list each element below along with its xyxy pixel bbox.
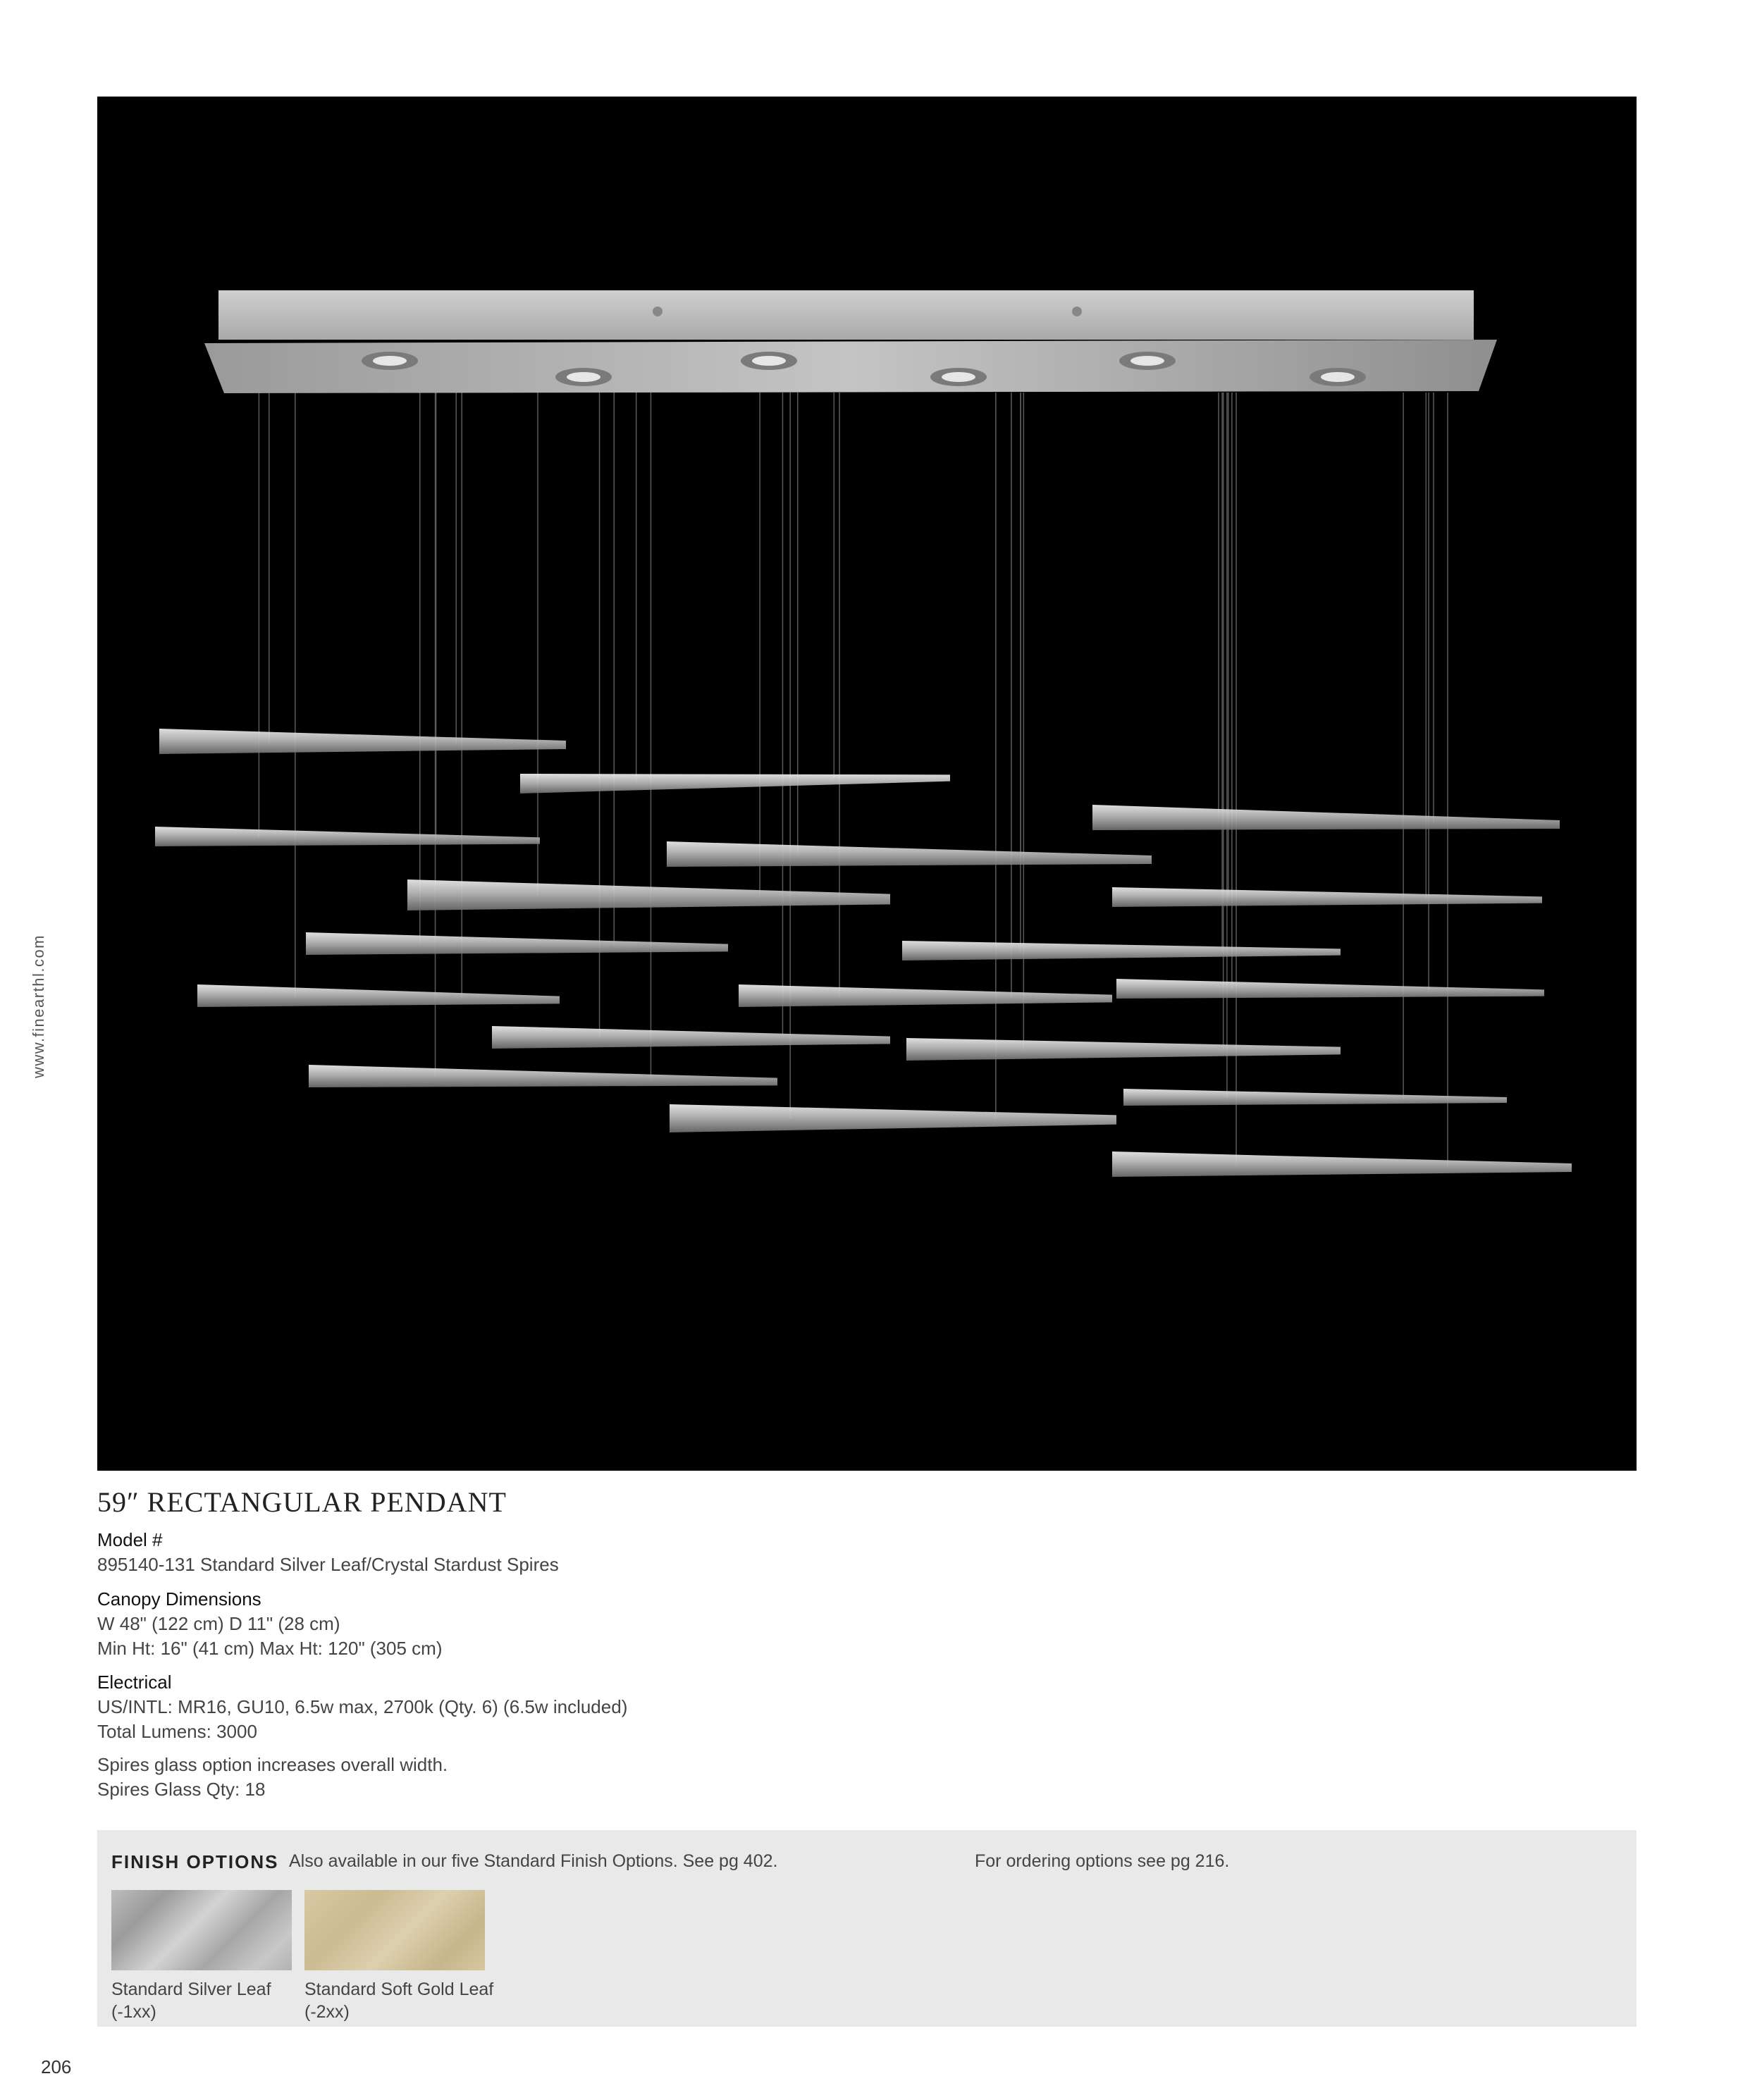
gold-leaf-swatch — [304, 1890, 485, 1970]
model-heading: Model # — [97, 1529, 163, 1550]
product-image — [97, 97, 1637, 1471]
silver-leaf-code: (-1xx) — [111, 2002, 156, 2022]
glass-spire — [197, 984, 560, 1007]
glass-spire — [670, 1104, 1116, 1132]
glass-spire — [306, 932, 728, 955]
canopy-heights: Min Ht: 16" (41 cm) Max Ht: 120" (305 cm) — [97, 1638, 443, 1659]
gold-leaf-code: (-2xx) — [304, 2002, 350, 2022]
glass-spires — [155, 729, 1572, 1177]
glass-spire — [159, 729, 566, 754]
spires-width-note: Spires glass option increases overall width. — [97, 1754, 448, 1775]
pendant-illustration — [97, 97, 1637, 1471]
glass-spire — [667, 841, 1152, 867]
glass-spire — [739, 984, 1112, 1007]
gold-leaf-name: Standard Soft Gold Leaf — [304, 1979, 494, 1999]
glass-spire — [155, 827, 540, 846]
spires-qty: Spires Glass Qty: 18 — [97, 1779, 266, 1800]
silver-leaf-name: Standard Silver Leaf — [111, 1979, 271, 1999]
electrical-heading: Electrical — [97, 1672, 172, 1693]
glass-spire — [1112, 1151, 1572, 1177]
model-section — [97, 1528, 559, 1577]
glass-spire — [1092, 805, 1560, 830]
website-url: www.finearthl.com — [30, 934, 47, 1078]
glass-spire — [520, 774, 950, 793]
downlight-lens — [1321, 372, 1355, 382]
canopy-section — [97, 1587, 442, 1661]
downlight-lens — [1130, 356, 1164, 366]
silver-leaf-swatch — [111, 1890, 292, 1970]
downlight-lens — [752, 356, 786, 366]
page-number: 206 — [41, 2056, 72, 2077]
spires-note — [97, 1753, 448, 1802]
glass-spire — [1116, 979, 1544, 999]
glass-spire — [902, 941, 1341, 961]
glass-spire — [492, 1026, 890, 1049]
canopy — [204, 290, 1497, 393]
ordering-options-note: For ordering options see pg 216. — [975, 1851, 1230, 1871]
glass-spire — [309, 1065, 777, 1087]
model-value: 895140-131 Standard Silver Leaf/Crystal Stardust Spires — [97, 1554, 559, 1575]
electrical-section — [97, 1670, 627, 1744]
electrical-spec: US/INTL: MR16, GU10, 6.5w max, 2700k (Qty. 6) (6.5w included) — [97, 1696, 628, 1717]
finish-options-note: Also available in our five Standard Finish Options. See pg 402. — [289, 1851, 778, 1871]
total-lumens: Total Lumens: 3000 — [97, 1721, 257, 1742]
finish-options-title: FINISH OPTIONS — [111, 1851, 279, 1872]
silver-leaf-label — [111, 1978, 271, 2023]
glass-spire — [1123, 1089, 1507, 1106]
canopy-dimensions: W 48" (122 cm) D 11" (28 cm) — [97, 1613, 340, 1634]
canopy-heading: Canopy Dimensions — [97, 1588, 261, 1610]
downlight-lens — [373, 356, 407, 366]
finish-options-panel — [97, 1830, 1637, 2027]
glass-spire — [906, 1038, 1341, 1061]
gold-leaf-label — [304, 1978, 493, 2023]
downlight-lens — [567, 372, 600, 382]
downlight-lens — [942, 372, 975, 382]
product-title: 59″ RECTANGULAR PENDANT — [97, 1486, 507, 1518]
glass-spire — [407, 879, 890, 910]
glass-spire — [1112, 887, 1542, 907]
